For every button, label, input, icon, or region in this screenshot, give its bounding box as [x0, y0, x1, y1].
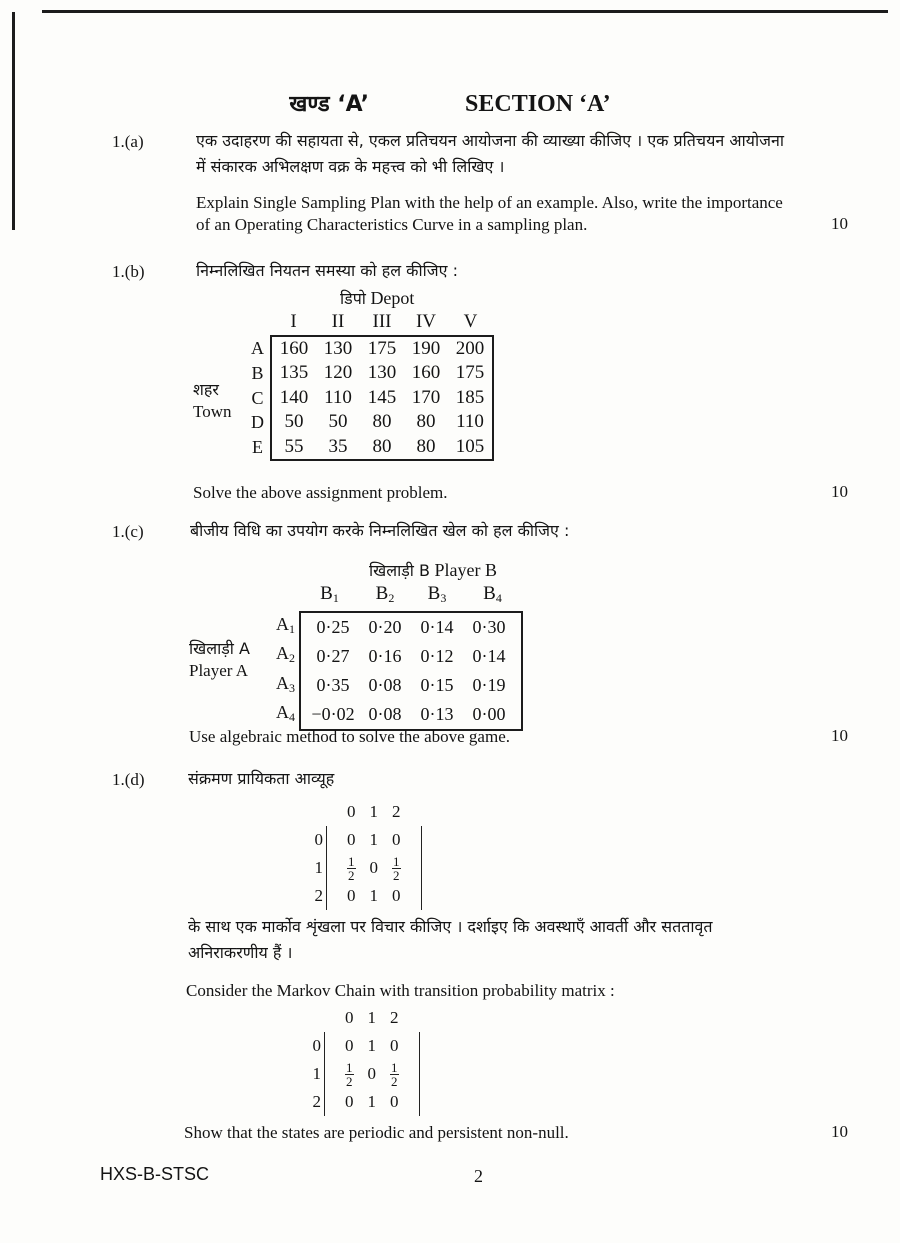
left-margin-bar: [12, 12, 15, 230]
q1a-english-line1: Explain Single Sampling Plan with the help of an example. Also, write the importance: [196, 193, 783, 212]
corner-cell: [276, 582, 300, 612]
matrix-header-row: [312, 798, 422, 826]
row-label-subscript: 2: [289, 651, 295, 665]
matrix-row-label: 1: [314, 858, 323, 877]
corner-cell: [251, 310, 271, 336]
table-cell: 120: [323, 362, 353, 383]
row-label: [276, 641, 300, 671]
section-heading: [0, 88, 900, 118]
table-row: [276, 641, 522, 671]
table-cell: 170: [411, 386, 441, 408]
column-header-subscript: 2: [388, 591, 395, 605]
table-cell: 0·00: [463, 700, 522, 730]
fraction-numerator: 1: [391, 1059, 398, 1075]
column-header: V: [463, 311, 478, 332]
matrix-corner: [310, 1004, 324, 1032]
row-label: [276, 612, 300, 642]
table-cell: 0·15: [420, 675, 454, 695]
q1c-hindi: बीजीय विधि का उपयोग करके निम्नलिखित खेल को हल कीजिए :: [190, 521, 570, 540]
fraction-numerator: 1: [346, 1059, 353, 1075]
fraction-numerator: 1: [348, 853, 355, 869]
row-label-subscript: 1: [289, 621, 295, 636]
row-label-base: A: [276, 643, 289, 663]
matrix-row: [310, 1032, 420, 1060]
table-cell: 105: [448, 435, 493, 461]
table-cell: 0·20: [359, 612, 411, 642]
matrix-spacer: [326, 798, 340, 826]
column-header-subscript: 4: [495, 591, 502, 605]
table-cell: 0·27: [300, 641, 359, 671]
column-header: [359, 582, 411, 612]
section-heading-hindi: खण्ड ‘A’: [289, 92, 370, 117]
table-cell: 0·14: [411, 612, 463, 642]
table-row: [276, 671, 522, 701]
q1d-hindi-line1: के साथ एक मार्कोव शृंखला पर विचार कीजिए । दर्शाइए कि अवस्थाएँ आवर्ती और सततावृत: [188, 917, 713, 936]
table-cell: 185: [448, 386, 493, 411]
fraction-value: [392, 855, 401, 882]
table-cell: 50: [328, 411, 348, 432]
matrix-row-label: 0: [314, 830, 323, 849]
q1d-number: 1.(d): [112, 770, 145, 789]
matrix-1: [312, 798, 422, 910]
column-header: IV: [415, 311, 437, 332]
table-cell: 80: [372, 411, 392, 432]
depot-caption-english: Depot: [370, 288, 415, 308]
matrix-cell: 1: [367, 1092, 376, 1111]
q1d-hindi-intro: संक्रमण प्रायिकता आव्यूह: [188, 769, 335, 788]
table-cell: 0·35: [300, 671, 359, 701]
row-label-base: A: [276, 613, 289, 634]
header-row: [251, 310, 493, 336]
row-label-subscript: 3: [289, 680, 295, 695]
q1b-english: Solve the above assignment problem.: [193, 483, 448, 502]
matrix-col-label: 2: [390, 1008, 399, 1027]
matrix-col-label: 1: [369, 802, 378, 821]
table-row: [276, 612, 522, 642]
column-header: [463, 582, 522, 612]
table-cell: 80: [360, 435, 404, 461]
q1a-english-line2: of an Operating Characteristics Curve in a sampling plan.: [196, 215, 588, 234]
depot-caption-hindi: डिपो: [340, 289, 366, 308]
row-label: C: [251, 387, 264, 408]
table-cell: 145: [367, 386, 397, 408]
row-label-base: A: [276, 702, 289, 722]
table-row: [251, 336, 493, 362]
row-label: A: [251, 338, 264, 358]
column-header-base: B: [483, 583, 496, 604]
table-row: [251, 361, 493, 386]
page-number: 2: [474, 1166, 483, 1186]
matrix-2: [310, 1004, 420, 1116]
matrix-row-label: 2: [312, 1092, 321, 1111]
matrix-cell: 0: [392, 886, 401, 905]
assignment-table: [251, 310, 494, 461]
matrix-header-row: [310, 1004, 420, 1032]
table-cell: 80: [416, 411, 436, 432]
fraction-numerator: 1: [393, 853, 400, 869]
column-header-subscript: 3: [440, 591, 447, 605]
town-caption: [193, 379, 231, 423]
table-cell: 130: [367, 362, 397, 383]
matrix-cell: 0: [367, 1064, 376, 1083]
matrix-row-label: 0: [312, 1036, 321, 1055]
fraction-value: [390, 1061, 399, 1088]
matrix-spacer: [324, 1004, 338, 1032]
column-header: [300, 582, 359, 612]
player-b-caption: [369, 559, 497, 581]
table-cell: 0·13: [411, 700, 463, 730]
table-cell: 0·19: [463, 671, 522, 701]
transition-matrix-2: [310, 1004, 420, 1116]
table-cell: 80: [404, 435, 448, 461]
column-header-base: B: [427, 583, 441, 604]
column-header: I: [290, 311, 297, 332]
table-cell: 0·08: [359, 700, 411, 730]
top-rule: [42, 10, 888, 13]
section-heading-english: SECTION ‘A’: [465, 91, 611, 117]
column-header-base: B: [320, 583, 333, 604]
table-cell: 0·30: [463, 612, 522, 642]
matrix-cell: 0: [392, 830, 401, 849]
q1d-marks: 10: [831, 1122, 848, 1141]
q1a-hindi-line1: एक उदाहरण की सहायता से, एकल प्रतिचयन आयोजना की व्याख्या कीजिए । एक प्रतिचयन आयोजना: [196, 131, 785, 150]
table-cell: 160: [411, 362, 441, 383]
player-a-caption: [189, 638, 250, 682]
matrix-corner: [312, 798, 326, 826]
row-label-subscript: 4: [289, 710, 295, 724]
row-label: D: [251, 412, 264, 432]
table-cell: −0·02: [300, 700, 359, 730]
table-cell: 160: [271, 336, 316, 362]
fraction-denominator: 2: [391, 1073, 398, 1089]
matrix-cell: 0: [345, 1092, 354, 1111]
fraction-value: [347, 855, 356, 882]
matrix-cell: [340, 854, 363, 882]
table-cell: 35: [316, 435, 360, 461]
table-row: [251, 410, 493, 435]
table-cell: 140: [271, 386, 316, 411]
table-cell: 0·25: [300, 612, 359, 642]
matrix-cell: [338, 1060, 361, 1088]
matrix-cell: 0: [369, 858, 378, 877]
matrix-row: [312, 826, 422, 854]
left-bracket: [324, 1032, 338, 1116]
matrix-cell: 0: [345, 1036, 354, 1055]
right-bracket: [408, 826, 422, 910]
row-label: [276, 671, 300, 701]
matrix-row-label: 2: [314, 886, 323, 905]
game-table: [276, 582, 523, 731]
row-label: E: [252, 437, 263, 457]
table-cell: 135: [271, 361, 316, 386]
q1b-marks: 10: [831, 482, 848, 501]
q1c-number: 1.(c): [112, 522, 144, 541]
q1c-marks: 10: [831, 726, 848, 745]
matrix-col-label: 2: [392, 802, 401, 821]
q1a-marks: 10: [831, 214, 848, 233]
player-a-caption-english: Player A: [189, 661, 249, 680]
matrix-cell: [385, 854, 408, 882]
matrix-row-label: 1: [312, 1064, 321, 1083]
table-cell: 110: [448, 410, 493, 435]
table-cell: 130: [316, 336, 360, 362]
town-caption-english: Town: [193, 402, 232, 421]
left-bracket: [326, 826, 340, 910]
matrix-cell: 1: [367, 1036, 376, 1055]
row-label-base: A: [276, 672, 289, 693]
column-header-base: B: [375, 583, 389, 604]
q1d-english-show: Show that the states are periodic and persistent non-null.: [184, 1123, 569, 1142]
matrix-col-label: 0: [347, 802, 356, 821]
matrix-col-label: 1: [367, 1008, 376, 1027]
q1b-number: 1.(b): [112, 262, 145, 281]
table-cell: 0·12: [420, 645, 454, 666]
player-a-caption-hindi: खिलाड़ी A: [189, 639, 250, 658]
column-header: II: [331, 311, 345, 332]
table-cell: 0·16: [368, 645, 402, 666]
q1d-english-intro: Consider the Markov Chain with transition probability matrix :: [186, 981, 615, 1000]
matrix-cell: [383, 1060, 406, 1088]
matrix-cell: 0: [390, 1092, 399, 1111]
payoff-grid: [276, 582, 523, 731]
matrix-cell: 0: [390, 1036, 399, 1055]
column-header-subscript: 1: [332, 591, 339, 605]
table-cell: 200: [448, 336, 493, 362]
table-cell: 55: [271, 435, 316, 461]
table-cell: 50: [271, 410, 316, 435]
fraction-denominator: 2: [393, 867, 400, 883]
fraction-denominator: 2: [346, 1073, 353, 1089]
player-b-caption-english: Player B: [434, 560, 497, 580]
table-cell: 190: [404, 336, 448, 362]
matrix-col-label: 0: [345, 1008, 354, 1027]
assignment-grid: [251, 310, 494, 461]
q1c-english: Use algebraic method to solve the above game.: [189, 727, 510, 746]
matrix-cell: 1: [369, 830, 378, 849]
table-row: [251, 386, 493, 411]
matrix-spacer: [406, 1004, 420, 1032]
table-cell: 175: [360, 336, 404, 362]
matrix-cell: 0: [347, 886, 356, 905]
column-header: III: [372, 311, 392, 332]
table-row: [251, 435, 493, 461]
table-cell: 175: [448, 361, 493, 386]
matrix-spacer: [408, 798, 422, 826]
q1a-number: 1.(a): [112, 132, 144, 151]
right-bracket: [406, 1032, 420, 1116]
row-label: B: [251, 363, 264, 383]
depot-caption: [340, 287, 414, 309]
q1d-hindi-line2: अनिराकरणीय हैं ।: [188, 943, 293, 962]
fraction-value: [345, 1061, 354, 1088]
q1a-hindi-line2: में संकारक अभिलक्षण वक्र के महत्त्व को भी लिखिए ।: [196, 157, 505, 176]
matrix-cell: 0: [347, 830, 356, 849]
paper-code: HXS-B-STSC: [100, 1164, 210, 1184]
matrix-cell: 1: [369, 886, 378, 905]
transition-matrix-1: [312, 798, 422, 910]
column-header: [411, 582, 463, 612]
table-cell: 0·08: [368, 675, 402, 695]
player-b-caption-hindi: खिलाड़ी B: [369, 561, 430, 580]
matrix-table: [312, 798, 422, 910]
town-caption-hindi: शहर: [193, 380, 219, 399]
table-cell: 0·14: [463, 641, 522, 671]
header-row: [276, 582, 522, 612]
table-cell: 110: [324, 386, 352, 408]
q1b-hindi: निम्नलिखित नियतन समस्या को हल कीजिए :: [196, 261, 458, 280]
fraction-denominator: 2: [348, 867, 355, 883]
matrix-table: [310, 1004, 420, 1116]
